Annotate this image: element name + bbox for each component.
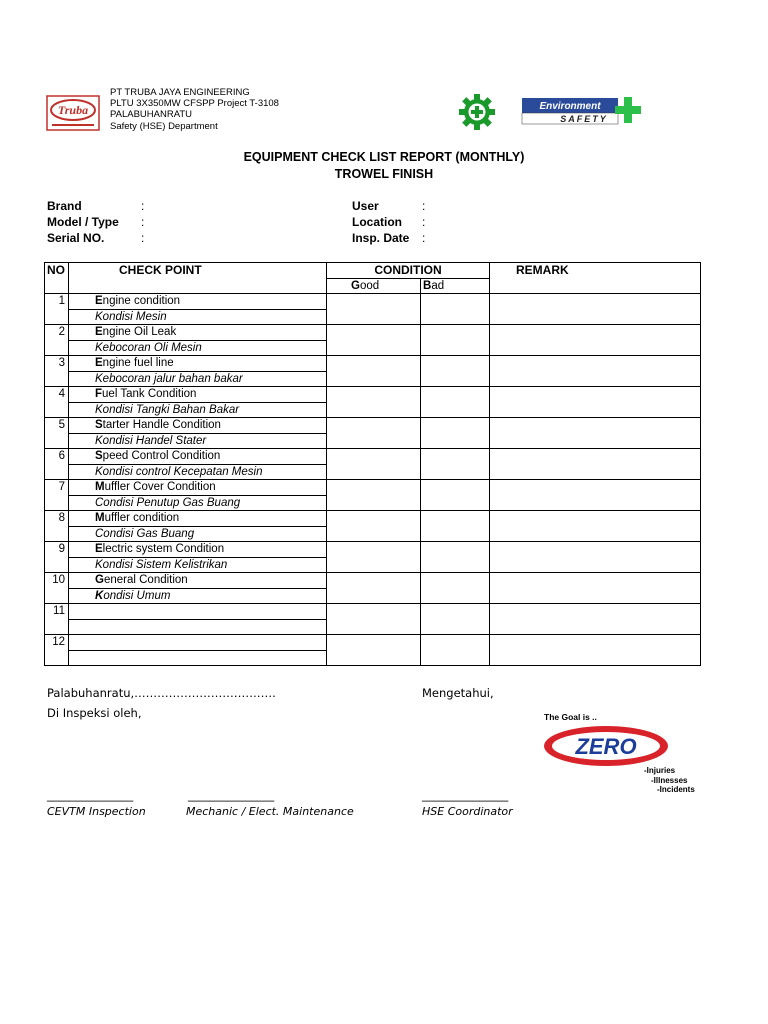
remark-cell[interactable] xyxy=(490,325,701,356)
table-row xyxy=(45,325,701,341)
remark-cell[interactable] xyxy=(490,511,701,542)
condition-bad-cell[interactable] xyxy=(421,604,490,635)
zero-goal-badge xyxy=(540,710,704,796)
item-number: 11 xyxy=(45,604,69,635)
svg-text:-Incidents: -Incidents xyxy=(657,785,695,794)
remark-cell[interactable] xyxy=(490,418,701,449)
field-user: User : xyxy=(352,199,426,213)
condition-good-cell[interactable] xyxy=(327,511,421,542)
item-number: 9 xyxy=(45,542,69,573)
col-bad-header: Bad xyxy=(421,278,490,294)
signature-mechanic: Mechanic / Elect. Maintenance xyxy=(186,805,354,818)
remark-cell[interactable] xyxy=(490,635,701,666)
item-number: 12 xyxy=(45,635,69,666)
checkpoint-en: Engine fuel line xyxy=(69,356,327,372)
signature-line-1: _______________ xyxy=(47,788,134,802)
table-row xyxy=(45,573,701,589)
header-fields-left xyxy=(47,198,144,246)
remark-cell[interactable] xyxy=(490,449,701,480)
checkpoint-id: Condisi Penutup Gas Buang xyxy=(69,495,327,511)
item-number: 10 xyxy=(45,573,69,604)
condition-bad-cell[interactable] xyxy=(421,573,490,604)
checkpoint-id: Kebocoran Oli Mesin xyxy=(69,340,327,356)
department: Safety (HSE) Department xyxy=(110,120,218,132)
checkpoint-en: Starter Handle Condition xyxy=(69,418,327,434)
condition-good-cell[interactable] xyxy=(327,542,421,573)
checkpoint-id: Kebocoran jalur bahan bakar xyxy=(69,371,327,387)
signature-line-3: _______________ xyxy=(422,788,509,802)
checkpoint-en: Fuel Tank Condition xyxy=(69,387,327,403)
field-brand: Brand : xyxy=(47,199,145,213)
item-number: 3 xyxy=(45,356,69,387)
checkpoint-en: Engine Oil Leak xyxy=(69,325,327,341)
svg-text:Environment: Environment xyxy=(539,101,601,112)
checkpoint-en: Electric system Condition xyxy=(69,542,327,558)
condition-good-cell[interactable] xyxy=(327,604,421,635)
condition-bad-cell[interactable] xyxy=(421,387,490,418)
checkpoint-id xyxy=(69,619,327,635)
checkpoint-en: General Condition xyxy=(69,573,327,589)
field-model-type: Model / Type : xyxy=(47,215,145,229)
field-insp-date: Insp. Date : xyxy=(352,231,426,245)
company-name: PT TRUBA JAYA ENGINEERING xyxy=(110,87,250,98)
table-row xyxy=(45,294,701,310)
checkpoint-en: Engine condition xyxy=(69,294,327,310)
project-name: PLTU 3X350MW CFSPP Project T-3108 xyxy=(110,98,279,110)
item-number: 4 xyxy=(45,387,69,418)
checkpoint-id: Kondisi Sistem Kelistrikan xyxy=(69,557,327,573)
col-checkpoint-header: CHECK POINT xyxy=(69,263,327,294)
table-row xyxy=(45,604,701,620)
table-row xyxy=(45,387,701,403)
checklist-table xyxy=(44,262,701,666)
checkpoint-id: Kondisi Umum xyxy=(69,588,327,604)
checkpoint-en xyxy=(69,604,327,620)
condition-bad-cell[interactable] xyxy=(421,418,490,449)
signature-hse: HSE Coordinator xyxy=(422,805,513,818)
report-subtitle: TROWEL FINISH xyxy=(334,167,434,181)
remark-cell[interactable] xyxy=(490,356,701,387)
col-condition-header: CONDITION xyxy=(327,263,490,279)
acknowledged-label: Mengetahui, xyxy=(422,686,494,700)
col-no-header: NO xyxy=(45,263,69,294)
condition-bad-cell[interactable] xyxy=(421,325,490,356)
table-header-row xyxy=(45,263,701,279)
condition-good-cell[interactable] xyxy=(327,635,421,666)
environment-safety-logo xyxy=(520,95,644,127)
report-title: EQUIPMENT CHECK LIST REPORT (MONTHLY) xyxy=(243,150,525,164)
item-number: 7 xyxy=(45,480,69,511)
condition-bad-cell[interactable] xyxy=(421,294,490,325)
table-row xyxy=(45,356,701,372)
checkpoint-id xyxy=(69,650,327,666)
svg-text:The Goal is ..: The Goal is .. xyxy=(544,712,597,722)
condition-good-cell[interactable] xyxy=(327,325,421,356)
col-good-header: Good xyxy=(327,278,421,294)
condition-bad-cell[interactable] xyxy=(421,356,490,387)
condition-good-cell[interactable] xyxy=(327,573,421,604)
condition-bad-cell[interactable] xyxy=(421,635,490,666)
svg-text:ZERO: ZERO xyxy=(575,734,637,759)
safety-gear-icon xyxy=(458,93,496,131)
table-row xyxy=(45,542,701,558)
condition-good-cell[interactable] xyxy=(327,449,421,480)
item-number: 1 xyxy=(45,294,69,325)
remark-cell[interactable] xyxy=(490,387,701,418)
table-row xyxy=(45,418,701,434)
remark-cell[interactable] xyxy=(490,542,701,573)
field-serial-no: Serial NO. : xyxy=(47,231,145,245)
inspected-by-label: Di Inspeksi oleh, xyxy=(47,706,142,720)
remark-cell[interactable] xyxy=(490,480,701,511)
checkpoint-id: Kondisi Tangki Bahan Bakar xyxy=(69,402,327,418)
condition-good-cell[interactable] xyxy=(327,356,421,387)
table-row xyxy=(45,480,701,496)
signature-cevtm: CEVTM Inspection xyxy=(47,805,146,818)
svg-text:-Illnesses: -Illnesses xyxy=(651,776,688,785)
item-number: 5 xyxy=(45,418,69,449)
condition-bad-cell[interactable] xyxy=(421,480,490,511)
signature-line-2: _______________ xyxy=(188,788,275,802)
company-location: PALABUHANRATU xyxy=(110,109,192,121)
header-fields-right xyxy=(352,198,425,246)
condition-bad-cell[interactable] xyxy=(421,449,490,480)
table-row xyxy=(45,511,701,527)
checkpoint-id: Condisi Gas Buang xyxy=(69,526,327,542)
item-number: 8 xyxy=(45,511,69,542)
table-row xyxy=(45,635,701,651)
svg-text:-Injuries: -Injuries xyxy=(644,766,676,775)
item-number: 6 xyxy=(45,449,69,480)
condition-good-cell[interactable] xyxy=(327,480,421,511)
checkpoint-id: Kondisi control Kecepatan Mesin xyxy=(69,464,327,480)
condition-good-cell[interactable] xyxy=(327,387,421,418)
checkpoint-en: Muffler Cover Condition xyxy=(69,480,327,496)
svg-text:SAFETY: SAFETY xyxy=(560,114,608,124)
condition-good-cell[interactable] xyxy=(327,294,421,325)
remark-cell[interactable] xyxy=(490,294,701,325)
checkpoint-en: Muffler condition xyxy=(69,511,327,527)
table-row xyxy=(45,449,701,465)
place-date: Palabuhanratu,………………………………. xyxy=(47,686,276,700)
condition-bad-cell[interactable] xyxy=(421,542,490,573)
remark-cell[interactable] xyxy=(490,573,701,604)
truba-logo xyxy=(46,95,100,131)
condition-good-cell[interactable] xyxy=(327,418,421,449)
svg-text:Truba: Truba xyxy=(57,103,89,117)
field-location: Location : xyxy=(352,215,426,229)
company-info xyxy=(110,87,279,132)
item-number: 2 xyxy=(45,325,69,356)
checkpoint-en xyxy=(69,635,327,651)
condition-bad-cell[interactable] xyxy=(421,511,490,542)
checkpoint-id: Kondisi Handel Stater xyxy=(69,433,327,449)
checkpoint-id: Kondisi Mesin xyxy=(69,309,327,325)
checkpoint-en: Speed Control Condition xyxy=(69,449,327,465)
col-remark-header: REMARK xyxy=(490,263,701,294)
remark-cell[interactable] xyxy=(490,604,701,635)
